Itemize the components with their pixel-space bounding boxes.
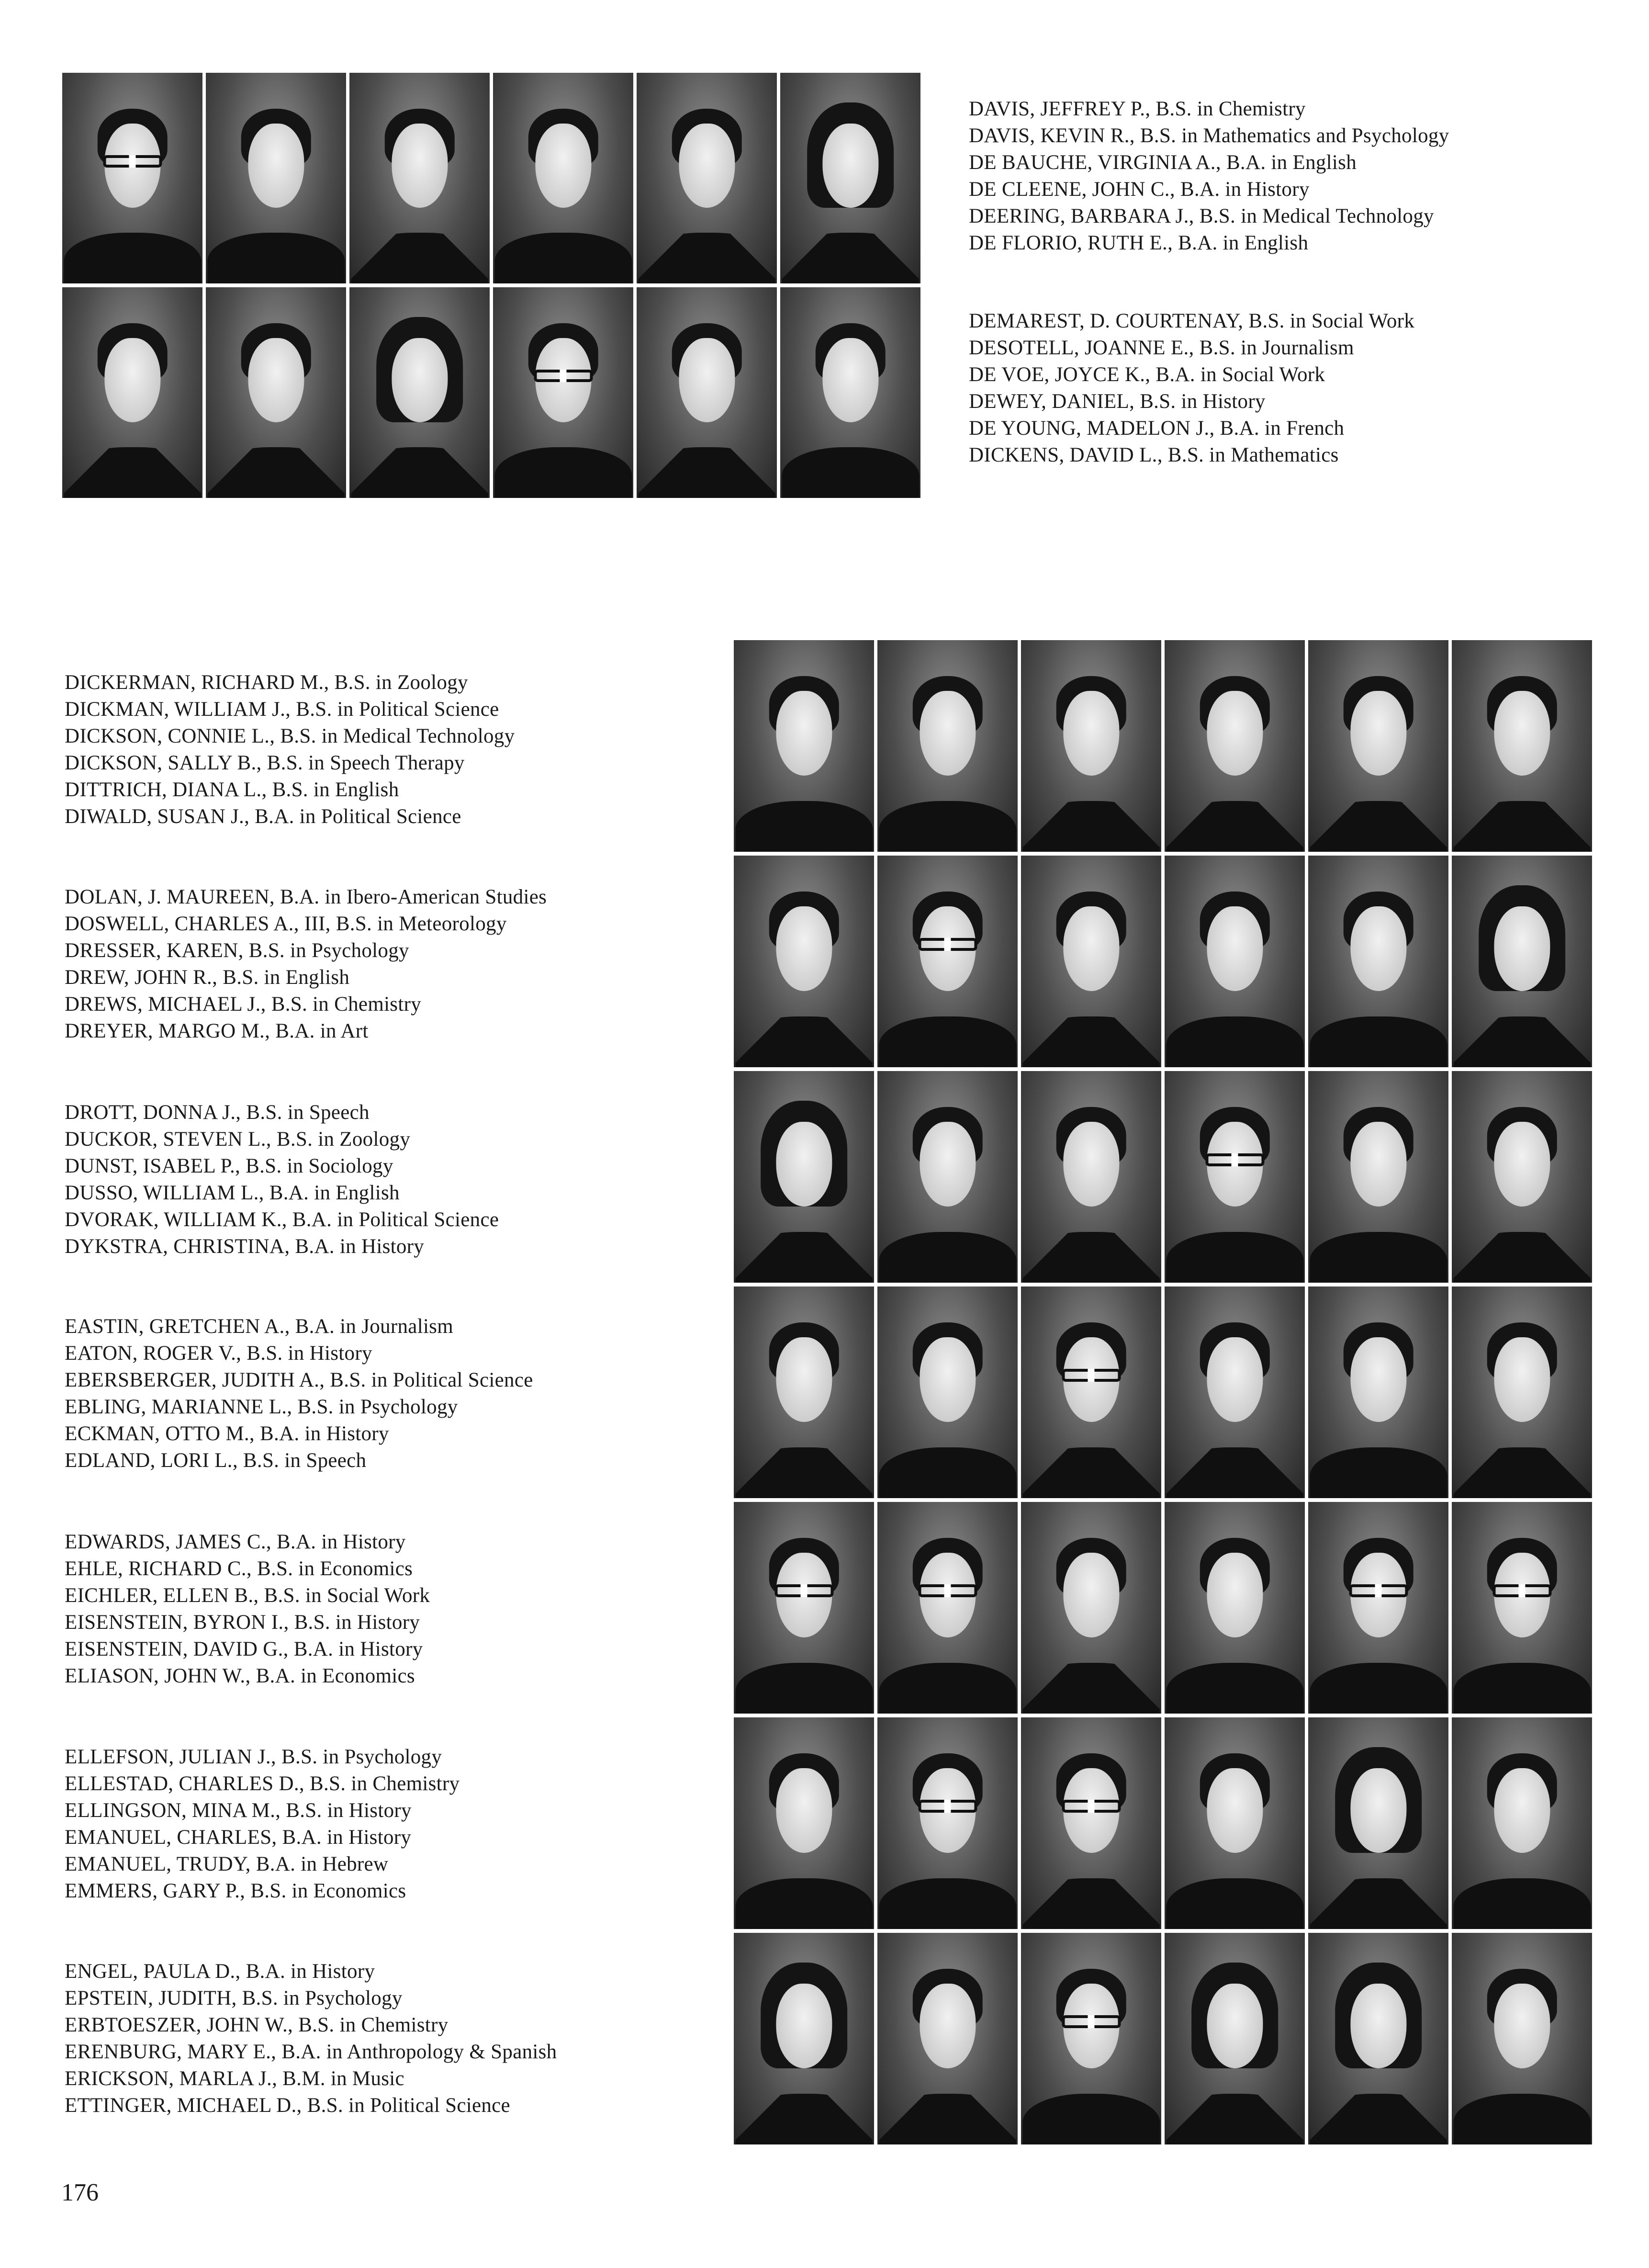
portrait-photo	[349, 287, 490, 498]
student-name: EISENSTEIN, DAVID G., B.A. in History	[65, 1638, 423, 1660]
student-name: ECKMAN, OTTO M., B.A. in History	[65, 1422, 389, 1445]
portrait-photo	[1452, 1717, 1592, 1929]
portrait-photo	[1021, 1286, 1161, 1498]
portrait-photo	[1308, 1717, 1448, 1929]
student-name: DUNST, ISABEL P., B.S. in Sociology	[65, 1155, 393, 1177]
student-name: DEWEY, DANIEL, B.S. in History	[969, 390, 1266, 413]
student-name: EATON, ROGER V., B.S. in History	[65, 1342, 372, 1365]
student-name: DE BAUCHE, VIRGINIA A., B.A. in English	[969, 151, 1357, 174]
portrait-photo	[734, 1502, 874, 1714]
portrait-photo	[1452, 1071, 1592, 1283]
student-name: ENGEL, PAULA D., B.A. in History	[65, 1960, 375, 1983]
student-name: DICKERMAN, RICHARD M., B.S. in Zoology	[65, 671, 468, 694]
student-name: DAVIS, KEVIN R., B.S. in Mathematics and Psychology	[969, 124, 1449, 147]
student-name: DE FLORIO, RUTH E., B.A. in English	[969, 232, 1309, 254]
portrait-photo	[877, 856, 1018, 1067]
student-name: EHLE, RICHARD C., B.S. in Economics	[65, 1557, 413, 1580]
portrait-photo	[1165, 1717, 1305, 1929]
portrait-photo	[62, 287, 202, 498]
portrait-photo	[780, 287, 920, 498]
portrait-photo	[1452, 856, 1592, 1067]
student-name: DITTRICH, DIANA L., B.S. in English	[65, 779, 399, 801]
portrait-photo	[780, 73, 920, 283]
portrait-photo	[1308, 640, 1448, 852]
portrait-photo	[1452, 1933, 1592, 2144]
portrait-photo	[1452, 640, 1592, 852]
student-name: DEERING, BARBARA J., B.S. in Medical Technology	[969, 205, 1434, 227]
portrait-photo	[349, 73, 490, 283]
student-name: ELIASON, JOHN W., B.A. in Economics	[65, 1665, 415, 1687]
student-name: DICKSON, CONNIE L., B.S. in Medical Technology	[65, 725, 515, 747]
portrait-photo	[1165, 640, 1305, 852]
student-name: DREWS, MICHAEL J., B.S. in Chemistry	[65, 993, 422, 1016]
student-name: EMANUEL, CHARLES, B.A. in History	[65, 1826, 412, 1849]
name-list	[65, 1958, 557, 2119]
name-list	[65, 669, 515, 830]
portrait-photo	[62, 73, 202, 283]
portrait-photo	[734, 856, 874, 1067]
bottom-portrait-grid	[734, 640, 1592, 2144]
student-name: EDLAND, LORI L., B.S. in Speech	[65, 1449, 367, 1472]
portrait-photo	[206, 73, 346, 283]
student-name: EBERSBERGER, JUDITH A., B.S. in Political Science	[65, 1369, 533, 1391]
name-list	[65, 1099, 499, 1260]
student-name: ERBTOESZER, JOHN W., B.S. in Chemistry	[65, 2014, 449, 2036]
page-number: 176	[61, 2179, 99, 2206]
name-list	[65, 1744, 460, 1905]
portrait-photo	[1308, 1286, 1448, 1498]
student-name: ELLESTAD, CHARLES D., B.S. in Chemistry	[65, 1772, 460, 1795]
portrait-photo	[493, 73, 633, 283]
portrait-photo	[206, 287, 346, 498]
student-name: DYKSTRA, CHRISTINA, B.A. in History	[65, 1235, 425, 1258]
portrait-photo	[734, 1071, 874, 1283]
portrait-photo	[877, 1933, 1018, 2144]
student-name: ELLINGSON, MINA M., B.S. in History	[65, 1799, 412, 1822]
portrait-photo	[1021, 856, 1161, 1067]
student-name: EASTIN, GRETCHEN A., B.A. in Journalism	[65, 1315, 453, 1338]
student-name: DEMAREST, D. COURTENAY, B.S. in Social Work	[969, 310, 1415, 332]
student-name: EMMERS, GARY P., B.S. in Economics	[65, 1880, 406, 1902]
student-name: DUCKOR, STEVEN L., B.S. in Zoology	[65, 1128, 411, 1151]
portrait-photo	[1308, 1933, 1448, 2144]
name-list	[65, 884, 547, 1045]
portrait-photo	[637, 287, 777, 498]
top-portrait-grid	[62, 73, 920, 498]
portrait-photo	[493, 287, 633, 498]
student-name: DVORAK, WILLIAM K., B.A. in Political Science	[65, 1208, 499, 1231]
portrait-photo	[1308, 1071, 1448, 1283]
portrait-photo	[1021, 1717, 1161, 1929]
portrait-photo	[1452, 1502, 1592, 1714]
portrait-photo	[734, 1717, 874, 1929]
student-name: DIWALD, SUSAN J., B.A. in Political Science	[65, 805, 461, 828]
portrait-photo	[734, 1286, 874, 1498]
portrait-photo	[1165, 856, 1305, 1067]
student-name: ELLEFSON, JULIAN J., B.S. in Psychology	[65, 1746, 442, 1768]
portrait-photo	[1021, 1502, 1161, 1714]
student-name: DICKSON, SALLY B., B.S. in Speech Therapy	[65, 752, 465, 774]
student-name: DE YOUNG, MADELON J., B.A. in French	[969, 417, 1345, 440]
student-name: DAVIS, JEFFREY P., B.S. in Chemistry	[969, 98, 1306, 120]
student-name: DESOTELL, JOANNE E., B.S. in Journalism	[969, 337, 1354, 359]
student-name: DOLAN, J. MAUREEN, B.A. in Ibero-American Studies	[65, 886, 547, 908]
portrait-photo	[1452, 1286, 1592, 1498]
portrait-photo	[637, 73, 777, 283]
name-list	[969, 96, 1449, 257]
portrait-photo	[1165, 1933, 1305, 2144]
name-list	[65, 1313, 533, 1474]
portrait-photo	[1021, 1071, 1161, 1283]
portrait-photo	[877, 640, 1018, 852]
name-list	[969, 308, 1414, 469]
student-name: ERENBURG, MARY E., B.A. in Anthropology & Spanish	[65, 2041, 557, 2063]
student-name: ETTINGER, MICHAEL D., B.S. in Political Science	[65, 2094, 510, 2117]
student-name: DUSSO, WILLIAM L., B.A. in English	[65, 1182, 400, 1204]
portrait-photo	[734, 1933, 874, 2144]
student-name: DE CLEENE, JOHN C., B.A. in History	[969, 178, 1310, 201]
portrait-photo	[1165, 1286, 1305, 1498]
portrait-photo	[1308, 856, 1448, 1067]
portrait-photo	[877, 1502, 1018, 1714]
portrait-photo	[734, 640, 874, 852]
student-name: ERICKSON, MARLA J., B.M. in Music	[65, 2067, 404, 2090]
student-name: DREYER, MARGO M., B.A. in Art	[65, 1020, 369, 1042]
student-name: DE VOE, JOYCE K., B.A. in Social Work	[969, 363, 1325, 386]
student-name: DICKMAN, WILLIAM J., B.S. in Political Science	[65, 698, 499, 721]
portrait-photo	[1308, 1502, 1448, 1714]
portrait-photo	[1021, 640, 1161, 852]
student-name: EMANUEL, TRUDY, B.A. in Hebrew	[65, 1853, 389, 1875]
student-name: EPSTEIN, JUDITH, B.S. in Psychology	[65, 1987, 403, 2009]
student-name: EICHLER, ELLEN B., B.S. in Social Work	[65, 1584, 430, 1607]
portrait-photo	[877, 1717, 1018, 1929]
student-name: DREW, JOHN R., B.S. in English	[65, 966, 350, 989]
student-name: DRESSER, KAREN, B.S. in Psychology	[65, 939, 409, 962]
student-name: EISENSTEIN, BYRON I., B.S. in History	[65, 1611, 420, 1634]
portrait-photo	[877, 1286, 1018, 1498]
portrait-photo	[1021, 1933, 1161, 2144]
student-name: DROTT, DONNA J., B.S. in Speech	[65, 1101, 370, 1124]
portrait-photo	[1165, 1071, 1305, 1283]
portrait-photo	[1165, 1502, 1305, 1714]
student-name: DICKENS, DAVID L., B.S. in Mathematics	[969, 444, 1339, 466]
portrait-photo	[877, 1071, 1018, 1283]
student-name: DOSWELL, CHARLES A., III, B.S. in Meteorology	[65, 913, 507, 935]
student-name: EBLING, MARIANNE L., B.S. in Psychology	[65, 1396, 458, 1418]
name-list	[65, 1529, 430, 1690]
student-name: EDWARDS, JAMES C., B.A. in History	[65, 1531, 406, 1553]
